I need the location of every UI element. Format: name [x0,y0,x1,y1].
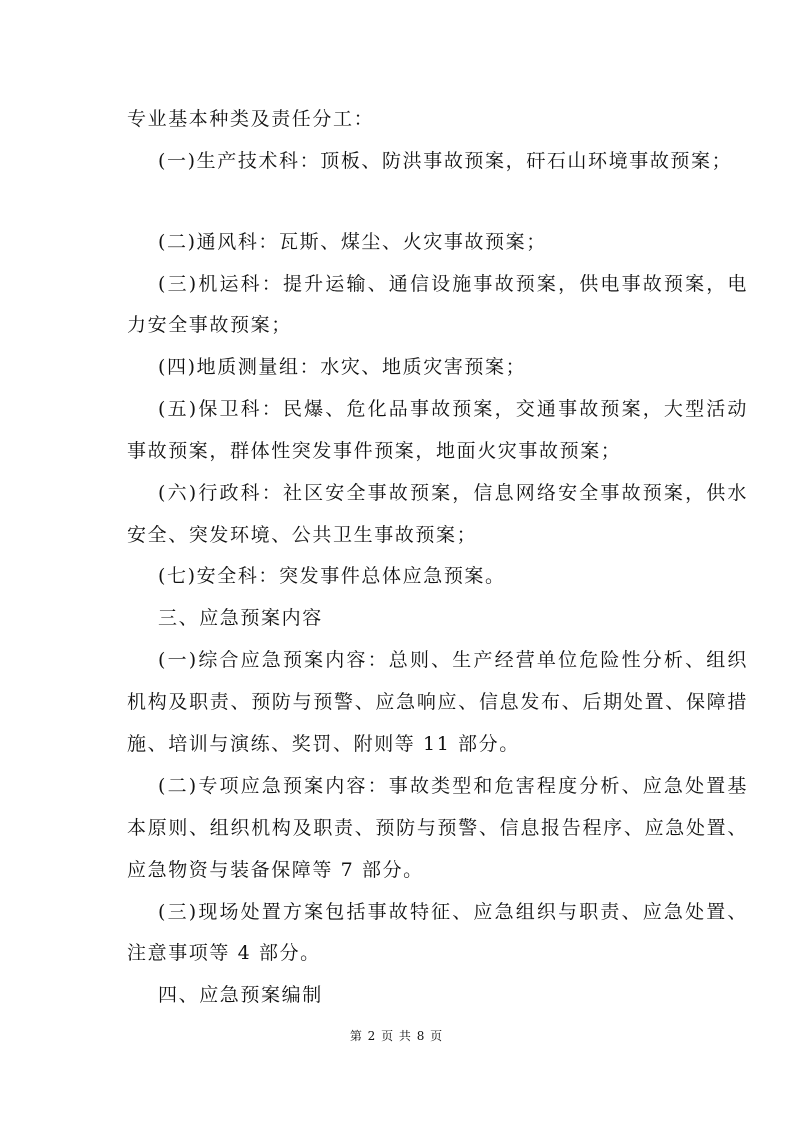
paragraph-line: 力安全事故预案； [127,314,292,336]
paragraph-line: (五)保卫科：民爆、危化品事故预案，交通事故预案，大型活动 [158,398,748,420]
paragraph-line: (三)机运科：提升运输、通信设施事故预案，供电事故预案，电 [158,273,748,295]
paragraph-line: 应急物资与装备保障等 7 部分。 [127,859,424,881]
paragraph-line: 施、培训与演练、奖罚、附则等 11 部分。 [127,733,520,755]
paragraph-line: (二)专项应急预案内容：事故类型和危害程度分析、应急处置基 [158,775,748,797]
paragraph-line: 机构及职责、预防与预警、应急响应、信息发布、后期处置、保障措 [127,691,748,713]
paragraph-line: 注意事项等 4 部分。 [127,942,321,964]
paragraph-line: (三)现场处置方案包括事故特征、应急组织与职责、应急处置、 [158,901,748,923]
page-footer: 第 2 页 共 8 页 [349,1029,444,1043]
paragraph-line: (二)通风科：瓦斯、煤尘、火灾事故预案； [158,231,547,253]
paragraph-line: (一)综合应急预案内容：总则、生产经营单位危险性分析、组织 [158,649,748,671]
section-heading: 三、应急预案内容 [158,607,323,629]
paragraph-line: (四)地质测量组：水灾、地质灾害预案； [158,356,527,378]
paragraph-line: 安全、突发环境、公共卫生事故预案； [127,524,478,546]
paragraph-line: (六)行政科：社区安全事故预案，信息网络安全事故预案，供水 [158,482,748,504]
paragraph-line: (七)安全科：突发事件总体应急预案。 [158,565,506,587]
section-heading: 四、应急预案编制 [158,984,323,1006]
paragraph-line: 专业基本种类及责任分工： [127,108,375,130]
paragraph-line: 本原则、组织机构及职责、预防与预警、信息报告程序、应急处置、 [127,817,748,839]
paragraph-line: 事故预案，群体性突发事件预案，地面火灾事故预案； [127,440,622,462]
paragraph-line: (一)生产技术科：顶板、防洪事故预案，矸石山环境事故预案； [158,150,733,172]
